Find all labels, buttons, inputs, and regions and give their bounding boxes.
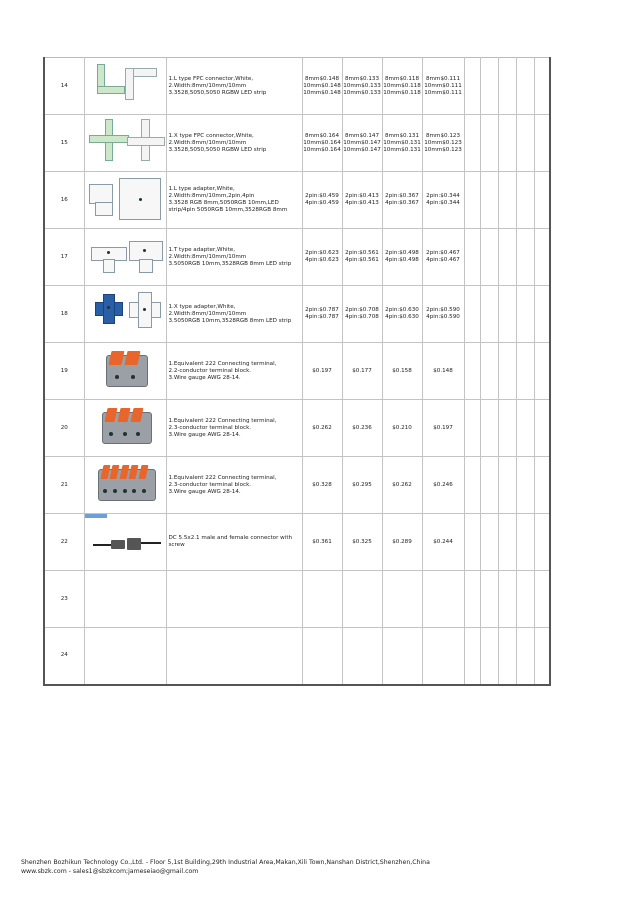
price-line: 10mm$0.164 [303, 146, 341, 153]
empty-cell [498, 628, 516, 685]
price-tier-1 [302, 286, 342, 343]
pic-part [89, 135, 129, 143]
pic-part [129, 241, 163, 261]
price-line: 8mm$0.131 [384, 132, 420, 139]
x-connector-icon [85, 115, 167, 172]
description-line: 1.T type adapter,White, [168, 246, 236, 253]
row-number: 20 [44, 400, 84, 457]
l-connector-icon [85, 58, 167, 115]
price-line: 4pin:$0.708 [345, 314, 379, 320]
row-number: 23 [44, 571, 84, 628]
price-line: $0.262 [312, 424, 332, 431]
price-line: 10mm$0.118 [383, 82, 421, 89]
empty-cell [480, 229, 498, 286]
pic-part [127, 137, 165, 146]
table-row [44, 58, 550, 115]
product-description [166, 172, 302, 229]
price-line: 10mm$0.133 [343, 82, 381, 89]
pic-part [107, 251, 110, 254]
price-tier-4 [422, 514, 464, 571]
empty-cell [480, 343, 498, 400]
price-line: 4pin:$0.623 [305, 257, 339, 263]
empty-cell [464, 514, 480, 571]
empty-cell [480, 286, 498, 343]
pic-part [139, 259, 153, 273]
product-image [84, 115, 166, 172]
empty-cell [498, 115, 516, 172]
product-image [84, 628, 166, 685]
pic-part [103, 259, 115, 273]
empty-cell [480, 400, 498, 457]
l-adapter-icon [85, 172, 167, 229]
empty-cell [534, 286, 550, 343]
pic-part [136, 432, 140, 436]
price-line: 10mm$0.131 [383, 146, 421, 153]
empty-cell [464, 571, 480, 628]
product-image [84, 286, 166, 343]
empty-cell [516, 571, 534, 628]
empty-cell [480, 457, 498, 514]
description-line: DC 5.5x2.1 male and female connector with screw [168, 535, 293, 548]
footer [21, 858, 430, 876]
product-description [166, 400, 302, 457]
empty-cell [516, 115, 534, 172]
empty-cell [498, 229, 516, 286]
description-line: 1.Equivalent 222 Connecting terminal, [168, 417, 277, 424]
price-line: 10mm$0.111 [424, 89, 462, 96]
price-line: 10mm$0.164 [303, 139, 341, 146]
price-tier-2 [342, 571, 382, 628]
price-line: 2pin:$0.590 [426, 307, 460, 313]
pic-part [108, 351, 124, 365]
row-number: 16 [44, 172, 84, 229]
row-number: 14 [44, 58, 84, 115]
price-line: 8mm$0.148 [304, 75, 340, 82]
price-line: 8mm$0.111 [425, 75, 461, 82]
price-tier-1 [302, 628, 342, 685]
description-line: 2.2-conductor terminal block. [168, 367, 252, 374]
pic-part [143, 308, 146, 311]
price-tier-4 [422, 58, 464, 115]
price-tier-3 [382, 115, 422, 172]
price-tier-3 [382, 286, 422, 343]
price-line: $0.177 [352, 367, 372, 374]
price-line: 2pin:$0.467 [426, 250, 460, 256]
description-line: 2.Width:8mm/10mm/10mm [168, 139, 247, 146]
empty-cell [498, 514, 516, 571]
empty-cell [516, 286, 534, 343]
price-line: 8mm$0.164 [304, 132, 340, 139]
empty-cell [516, 172, 534, 229]
price-tier-4 [422, 343, 464, 400]
price-line: 2pin:$0.787 [305, 307, 339, 313]
product-image [84, 400, 166, 457]
price-line: 2pin:$0.413 [345, 193, 379, 199]
description-line: 2.3-conductor terminal block. [168, 481, 252, 488]
product-description [166, 286, 302, 343]
empty-cell [480, 571, 498, 628]
empty-cell [464, 343, 480, 400]
empty-cell [516, 514, 534, 571]
description-line: 1.Equivalent 222 Connecting terminal, [168, 360, 277, 367]
description-line: 1.L type adapter,White, [168, 186, 235, 192]
terminal-5-icon [85, 457, 167, 514]
price-tier-2 [342, 457, 382, 514]
price-tier-3 [382, 229, 422, 286]
price-tier-3 [382, 58, 422, 115]
price-line: 8mm$0.147 [344, 132, 380, 139]
row-number: 15 [44, 115, 84, 172]
empty-cell [516, 400, 534, 457]
description-line: 1.Equivalent 222 Connecting terminal, [168, 474, 277, 481]
pic-part [141, 542, 161, 544]
product-description [166, 115, 302, 172]
empty-cell [534, 229, 550, 286]
price-tier-4 [422, 172, 464, 229]
price-tier-1 [302, 172, 342, 229]
t-adapter-icon [85, 229, 167, 286]
price-tier-3 [382, 343, 422, 400]
price-line: 2pin:$0.344 [426, 193, 460, 199]
table-row [44, 571, 550, 628]
price-line: 4pin:$0.498 [385, 257, 419, 263]
empty-cell [480, 58, 498, 115]
price-line: 2pin:$0.623 [305, 250, 339, 256]
product-image [84, 229, 166, 286]
price-tier-4 [422, 628, 464, 685]
price-line: $0.361 [312, 538, 332, 545]
description-line: 3.5050RGB 10mm,3528RGB 8mm LED strip [168, 260, 292, 267]
price-tier-2 [342, 286, 382, 343]
price-line: 2pin:$0.630 [385, 307, 419, 313]
empty-cell [516, 457, 534, 514]
price-table [43, 57, 551, 686]
footer-contact: www.sbzk.com - sales1@sbzkcom;jameseiao@gmail.com [21, 868, 199, 875]
empty-cell [498, 571, 516, 628]
product-description [166, 58, 302, 115]
description-line: 3.5050RGB 10mm,3528RGB 8mm LED strip [168, 317, 292, 324]
price-line: 10mm$0.123 [424, 139, 462, 146]
description-line: 3.3528,5050,5050 RGBW LED strip [168, 146, 267, 153]
empty-cell [534, 628, 550, 685]
product-image [84, 343, 166, 400]
table-row [44, 286, 550, 343]
product-description [166, 628, 302, 685]
price-line: 4pin:$0.590 [426, 314, 460, 320]
empty-cell [516, 343, 534, 400]
row-number: 17 [44, 229, 84, 286]
table-row [44, 457, 550, 514]
description-line: 3.3528,5050,5050 RGBW LED strip [168, 89, 267, 96]
pic-part [93, 544, 113, 546]
price-line: 10mm$0.148 [303, 82, 341, 89]
price-tier-3 [382, 514, 422, 571]
product-description [166, 343, 302, 400]
description-line: 2.Width:8mm/10mm/10mm [168, 253, 247, 260]
pic-part [125, 68, 134, 100]
price-line: 10mm$0.133 [343, 89, 381, 96]
price-tier-2 [342, 514, 382, 571]
empty-cell [464, 400, 480, 457]
price-line: 2pin:$0.561 [345, 250, 379, 256]
price-line: 4pin:$0.459 [305, 200, 339, 206]
product-description [166, 229, 302, 286]
price-line: $0.158 [392, 367, 412, 374]
empty-cell [498, 457, 516, 514]
pic-part [124, 351, 140, 365]
price-tier-2 [342, 343, 382, 400]
pic-part [123, 489, 127, 493]
row-number: 24 [44, 628, 84, 685]
empty-cell [498, 400, 516, 457]
price-line: 10mm$0.111 [424, 82, 462, 89]
pic-part [139, 198, 142, 201]
price-line: $0.197 [312, 367, 332, 374]
price-tier-4 [422, 115, 464, 172]
price-tier-1 [302, 58, 342, 115]
product-description [166, 514, 302, 571]
empty-cell [534, 400, 550, 457]
price-tier-1 [302, 514, 342, 571]
pic-part [103, 294, 115, 324]
terminal-3-icon [85, 400, 167, 457]
price-tier-2 [342, 628, 382, 685]
price-line: 4pin:$0.467 [426, 257, 460, 263]
empty-cell [534, 343, 550, 400]
price-line: $0.295 [352, 481, 372, 488]
product-description [166, 571, 302, 628]
empty-cell [534, 115, 550, 172]
pic-part [123, 432, 127, 436]
description-line: 2.Width:8mm/10mm/10mm [168, 82, 247, 89]
empty-cell [480, 172, 498, 229]
price-line: 4pin:$0.787 [305, 314, 339, 320]
empty-cell [498, 58, 516, 115]
empty-cell [498, 172, 516, 229]
empty-cell [498, 286, 516, 343]
product-image [84, 571, 166, 628]
empty-cell [498, 343, 516, 400]
description-line: 2.3-conductor terminal block. [168, 424, 252, 431]
price-line: 10mm$0.131 [383, 139, 421, 146]
description-line: 1.L type FPC connector,White, [168, 75, 254, 82]
price-tier-2 [342, 400, 382, 457]
row-number: 21 [44, 457, 84, 514]
product-image [84, 514, 166, 571]
pic-part [113, 489, 117, 493]
pic-part [131, 375, 135, 379]
product-image [84, 172, 166, 229]
description-line: 2.Width:8mm/10mm,2pin,4pin [168, 193, 255, 199]
price-line: 4pin:$0.413 [345, 200, 379, 206]
empty-cell [464, 286, 480, 343]
product-image [84, 58, 166, 115]
description-line: 3.Wire gauge AWG 28-14. [168, 431, 241, 438]
price-line: $0.244 [433, 538, 453, 545]
empty-cell [534, 172, 550, 229]
price-tier-3 [382, 571, 422, 628]
empty-cell [534, 571, 550, 628]
product-image [84, 457, 166, 514]
pic-part [142, 489, 146, 493]
empty-cell [464, 115, 480, 172]
footer-company-address: Shenzhen Bozhikun Technology Co.,Ltd. - Floor 5,1st Building,29th Industrial Area,Makan,Xili Town,Nanshan District,Shenzhen,China [21, 859, 430, 866]
x-adapter-icon [85, 286, 167, 343]
row-number: 18 [44, 286, 84, 343]
empty-cell [480, 115, 498, 172]
price-tier-2 [342, 58, 382, 115]
price-line: 10mm$0.123 [424, 146, 462, 153]
empty-cell [516, 628, 534, 685]
empty-cell [534, 514, 550, 571]
price-line: 8mm$0.118 [384, 75, 420, 82]
price-tier-1 [302, 400, 342, 457]
price-line: 2pin:$0.708 [345, 307, 379, 313]
price-tier-3 [382, 628, 422, 685]
price-tier-1 [302, 343, 342, 400]
price-line: 10mm$0.148 [303, 89, 341, 96]
price-line: $0.262 [392, 481, 412, 488]
price-line: 4pin:$0.367 [385, 200, 419, 206]
pic-part [89, 184, 113, 204]
price-tier-4 [422, 229, 464, 286]
price-tier-3 [382, 172, 422, 229]
price-line: 8mm$0.123 [425, 132, 461, 139]
empty-cell [516, 58, 534, 115]
price-line: 4pin:$0.561 [345, 257, 379, 263]
empty-cell [464, 172, 480, 229]
price-tier-1 [302, 229, 342, 286]
pic-part [107, 306, 110, 309]
price-tier-4 [422, 400, 464, 457]
description-line: 2.Width:8mm/10mm/10mm [168, 310, 247, 317]
dc-connector-icon [85, 514, 167, 571]
price-line: $0.289 [392, 538, 412, 545]
description-line: 3.3528 RGB 8mm,5050RGB 10mm,LED strip/4pin 5050RGB 10mm,3528RGB 8mm [168, 200, 288, 213]
table-row [44, 343, 550, 400]
table-row [44, 514, 550, 571]
price-line: 10mm$0.147 [343, 146, 381, 153]
description-line: 3.Wire gauge AWG 28-14. [168, 488, 241, 495]
empty-cell [516, 229, 534, 286]
table-row [44, 172, 550, 229]
pic-part [127, 538, 141, 550]
description-line: 3.Wire gauge AWG 28-14. [168, 374, 241, 381]
price-tier-2 [342, 115, 382, 172]
empty-cell [464, 628, 480, 685]
price-line: $0.210 [392, 424, 412, 431]
row-number: 22 [44, 514, 84, 571]
price-tier-4 [422, 286, 464, 343]
price-line: $0.328 [312, 481, 332, 488]
pic-part [111, 540, 125, 549]
description-line: 1.X type adapter,White, [168, 303, 236, 310]
empty-cell [534, 457, 550, 514]
row-number: 19 [44, 343, 84, 400]
price-tier-3 [382, 400, 422, 457]
empty-cell [480, 514, 498, 571]
price-line: 10mm$0.118 [383, 89, 421, 96]
price-tier-4 [422, 457, 464, 514]
price-line: 4pin:$0.344 [426, 200, 460, 206]
pic-part [97, 86, 125, 94]
table-row [44, 628, 550, 685]
price-tier-4 [422, 571, 464, 628]
price-line: $0.236 [352, 424, 372, 431]
description-line: 1.X type FPC connector,White, [168, 132, 254, 139]
table-row [44, 400, 550, 457]
price-tier-1 [302, 115, 342, 172]
price-line: 10mm$0.147 [343, 139, 381, 146]
price-line: $0.325 [352, 538, 372, 545]
terminal-2-icon [85, 343, 167, 400]
table-row [44, 229, 550, 286]
empty-cell [464, 58, 480, 115]
price-line: 2pin:$0.367 [385, 193, 419, 199]
pic-part [95, 202, 113, 216]
price-line: $0.197 [433, 424, 453, 431]
empty-cell [534, 58, 550, 115]
empty-cell [480, 628, 498, 685]
table-row [44, 115, 550, 172]
price-line: $0.148 [433, 367, 453, 374]
price-line: 2pin:$0.459 [305, 193, 339, 199]
price-line: $0.246 [433, 481, 453, 488]
product-description [166, 457, 302, 514]
price-tier-2 [342, 172, 382, 229]
price-tier-3 [382, 457, 422, 514]
price-line: 2pin:$0.498 [385, 250, 419, 256]
pic-part [115, 375, 119, 379]
price-line: 8mm$0.133 [344, 75, 380, 82]
empty-cell [464, 457, 480, 514]
empty-cell [464, 229, 480, 286]
price-line: 4pin:$0.630 [385, 314, 419, 320]
pic-part [143, 249, 146, 252]
price-tier-1 [302, 457, 342, 514]
price-tier-1 [302, 571, 342, 628]
pic-part [85, 514, 107, 518]
price-tier-2 [342, 229, 382, 286]
